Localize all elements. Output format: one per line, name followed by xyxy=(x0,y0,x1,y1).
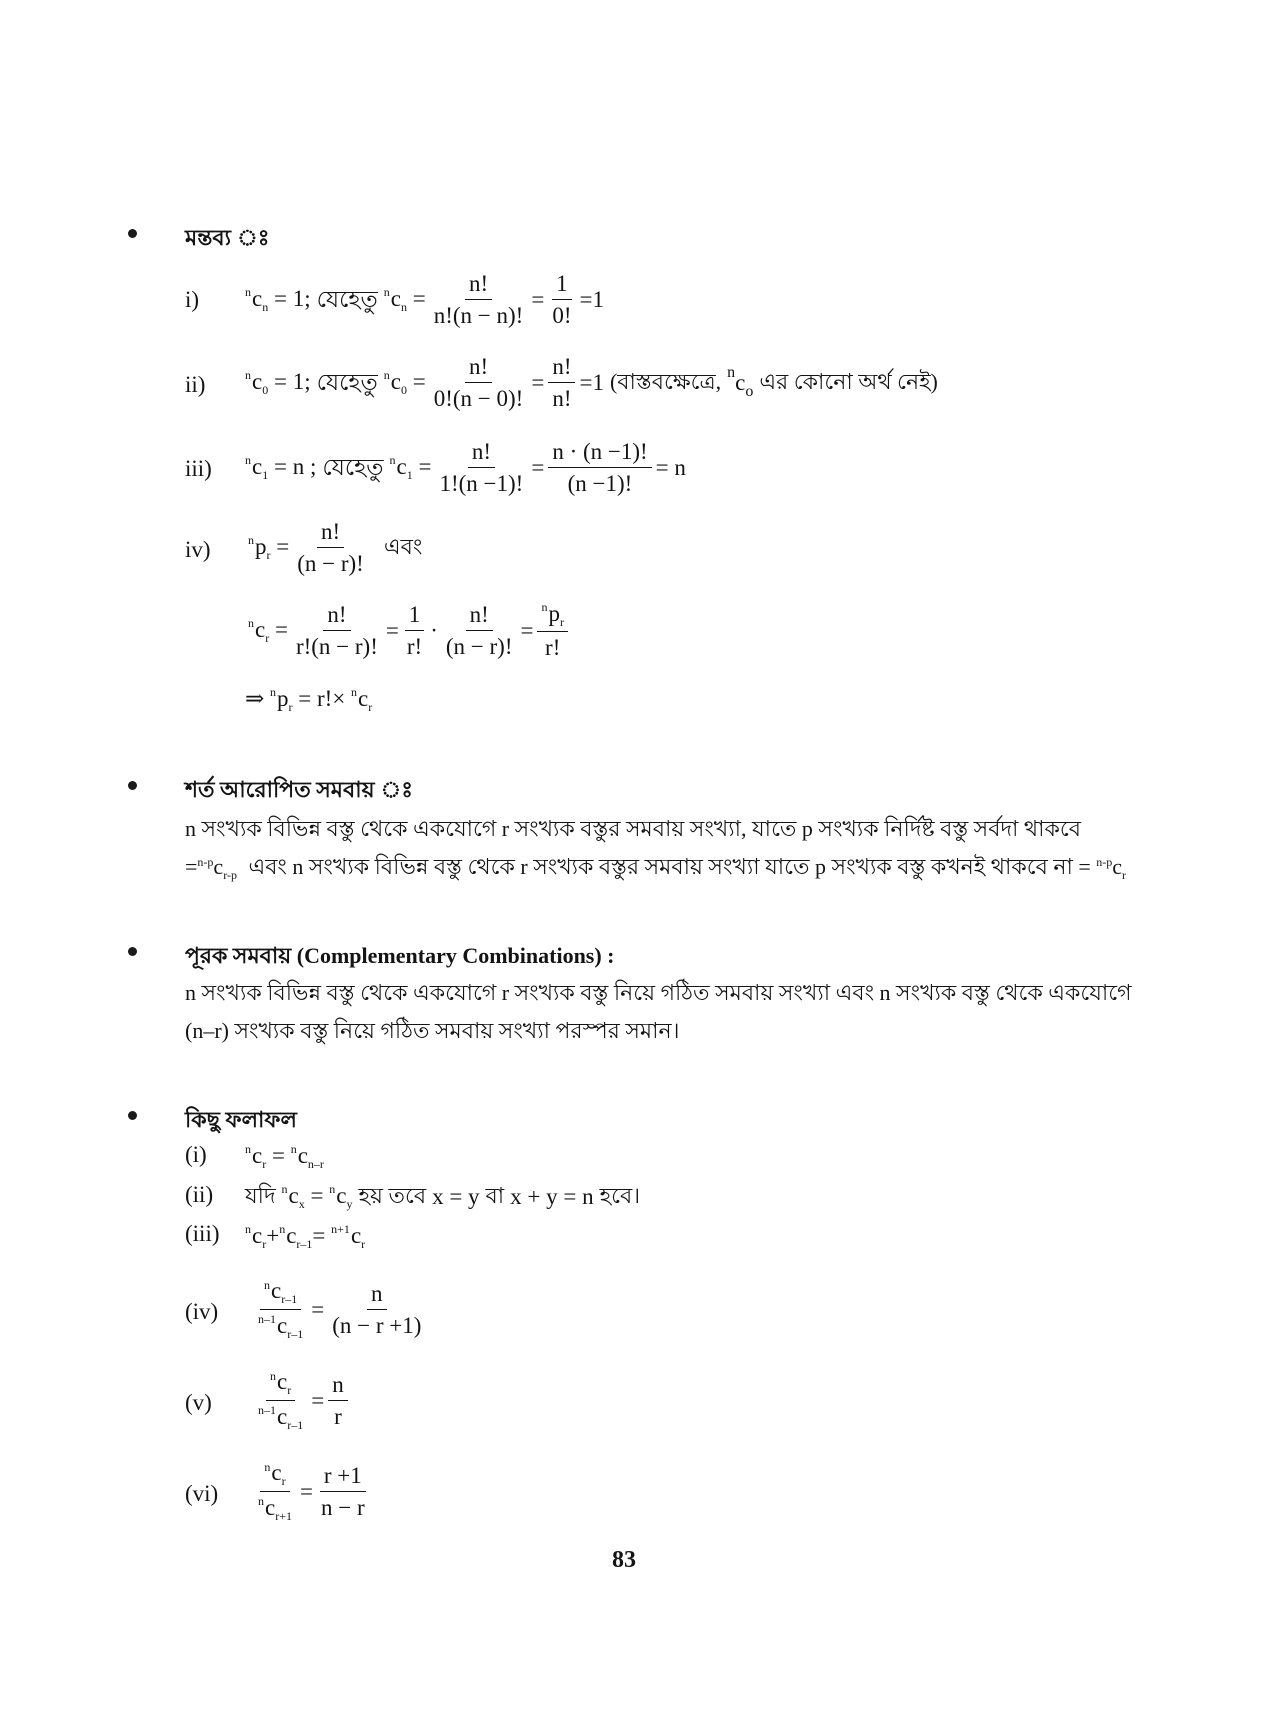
bullet xyxy=(128,781,137,790)
result-label: (ii) xyxy=(185,1182,214,1207)
section-heading-conditional: শর্ত আরোপিত সমবায় ঃ xyxy=(185,777,413,802)
page-number: 83 xyxy=(612,1547,636,1573)
bullet xyxy=(128,229,137,238)
result-label: (iii) xyxy=(185,1221,220,1246)
paragraph-line: n সংখ্যক বিভিন্ন বস্তু থেকে একযোগে r সংখ্যক বস্তু নিয়ে গঠিত সমবায় সংখ্যা এবং n সংখ্যক বস্তু থেকে একযোগে xyxy=(185,980,1132,1005)
formula-nc0: $^nc_0 = 1$; যেহেতু $^nc_0$ = $\frac{n!}{0!(n - 0)!}$ = $\frac{n!}{n!}$ =1 (বাস্তবক্ষেত্রে, $^nc_o$ এর কোনো অর্থ নেই) xyxy=(245,354,938,411)
item-label: iii) xyxy=(185,456,212,481)
item-label: i) xyxy=(185,287,200,312)
result-formula-6: $\frac{^nc_r}{^nc_{r+1}}$ = $\frac{r +1}{n - r}$ xyxy=(258,1459,365,1523)
or-text: বা xyxy=(485,1182,505,1208)
formula-ncn: $^nc_n = 1$; যেহেতু $^nc_n$ = $\frac{n!}{n!(n - n)!}$ = $\frac{1}{0!}$ =1 xyxy=(245,271,604,328)
will-be-text: হবে। xyxy=(599,1182,641,1208)
formula-ncr: $^nc_r$ = $\frac{n!}{r!(n - r)!}$ = $\frac{1}{r!}$ · $\frac{n!}{(n - r)!}$ = $\frac{^np_r}{r!}$ xyxy=(248,600,572,662)
result-label: (vi) xyxy=(185,1481,219,1506)
note-suffix: এর কোনো অর্থ নেই) xyxy=(759,368,938,394)
formula-nc1: $^nc_1 = n$ ; যেহেতু $^nc_1$ = $\frac{n!}{1!(n -1)!}$ = $\frac{n \cdot (n -1)!}{(n -1)!}$ = n xyxy=(245,439,686,496)
formula-npr: $^np_r$ = $\frac{n!}{(n - r)!}$ এবং xyxy=(248,519,423,576)
then-text: হয় তবে xyxy=(358,1182,427,1208)
result-label: (v) xyxy=(185,1390,212,1415)
item-label: iv) xyxy=(185,537,211,562)
section-heading-results: কিছু ফলাফল xyxy=(185,1107,297,1132)
bullet xyxy=(128,1111,137,1120)
paragraph-line: $=^{n-p}c_{r-p}$ এবং n সংখ্যক বিভিন্ন বস্তু থেকে r সংখ্যক বস্তুর সমবায় সংখ্যা যাতে p সংখ্যক বস্তু কখনই থাকবে না = $^{n-p}c_r$ xyxy=(185,854,1127,882)
section-heading-complementary: পূরক সমবায় (Complementary Combinations) : xyxy=(185,943,615,968)
result-label: (iv) xyxy=(185,1299,219,1324)
section-heading-remarks: মন্তব্য ঃ xyxy=(185,225,270,250)
note-prefix: (বাস্তবক্ষেত্রে, xyxy=(609,368,722,394)
result-formula-1: $^nc_r = ^nc_{n-r}$ xyxy=(245,1142,324,1171)
result-formula-4: $\frac{^nc_{r-1}}{^{n-1}c_{r-1}}$ = $\frac{n}{(n - r +1)}$ xyxy=(258,1277,422,1341)
result-label: (i) xyxy=(185,1142,207,1167)
conditional-line2-text: এবং n সংখ্যক বিভিন্ন বস্তু থেকে r সংখ্যক বস্তুর সমবায় সংখ্যা যাতে p সংখ্যক বস্তু কখনই থাকবে না = xyxy=(248,854,1091,879)
result-formula-3: $^nc_r+^nc_{r-1}= ^{n+1}c_r$ xyxy=(245,1222,366,1251)
since-text: যেহেতু xyxy=(322,454,384,480)
and-text: এবং xyxy=(383,533,423,559)
paragraph-line: (n–r) সংখ্যক বস্তু নিয়ে গঠিত সমবায় সংখ্যা পরস্পর সমান। xyxy=(185,1018,680,1043)
since-text: যেহেতু xyxy=(316,286,378,312)
result-formula-5: $\frac{^nc_r}{^{n-1}c_{r-1}}$ = $\frac{n}{r}$ xyxy=(250,1366,352,1436)
bullet xyxy=(128,947,137,956)
result-formula-2: যদি $^nc_x = ^nc_y$ হয় তবে x = y বা x + y = n হবে। xyxy=(245,1180,640,1214)
if-text: যদি xyxy=(245,1182,276,1208)
formula-npr-result: ⇒ $^np_r = r!\times ^nc_r$ xyxy=(245,685,373,714)
item-label: ii) xyxy=(185,372,206,397)
since-text: যেহেতু xyxy=(316,369,378,395)
paragraph-line: n সংখ্যক বিভিন্ন বস্তু থেকে একযোগে r সংখ্যক বস্তুর সমবায় সংখ্যা, যাতে p সংখ্যক নির্দিষ্ট বস্তু সর্বদা থাকবে xyxy=(185,816,1081,841)
